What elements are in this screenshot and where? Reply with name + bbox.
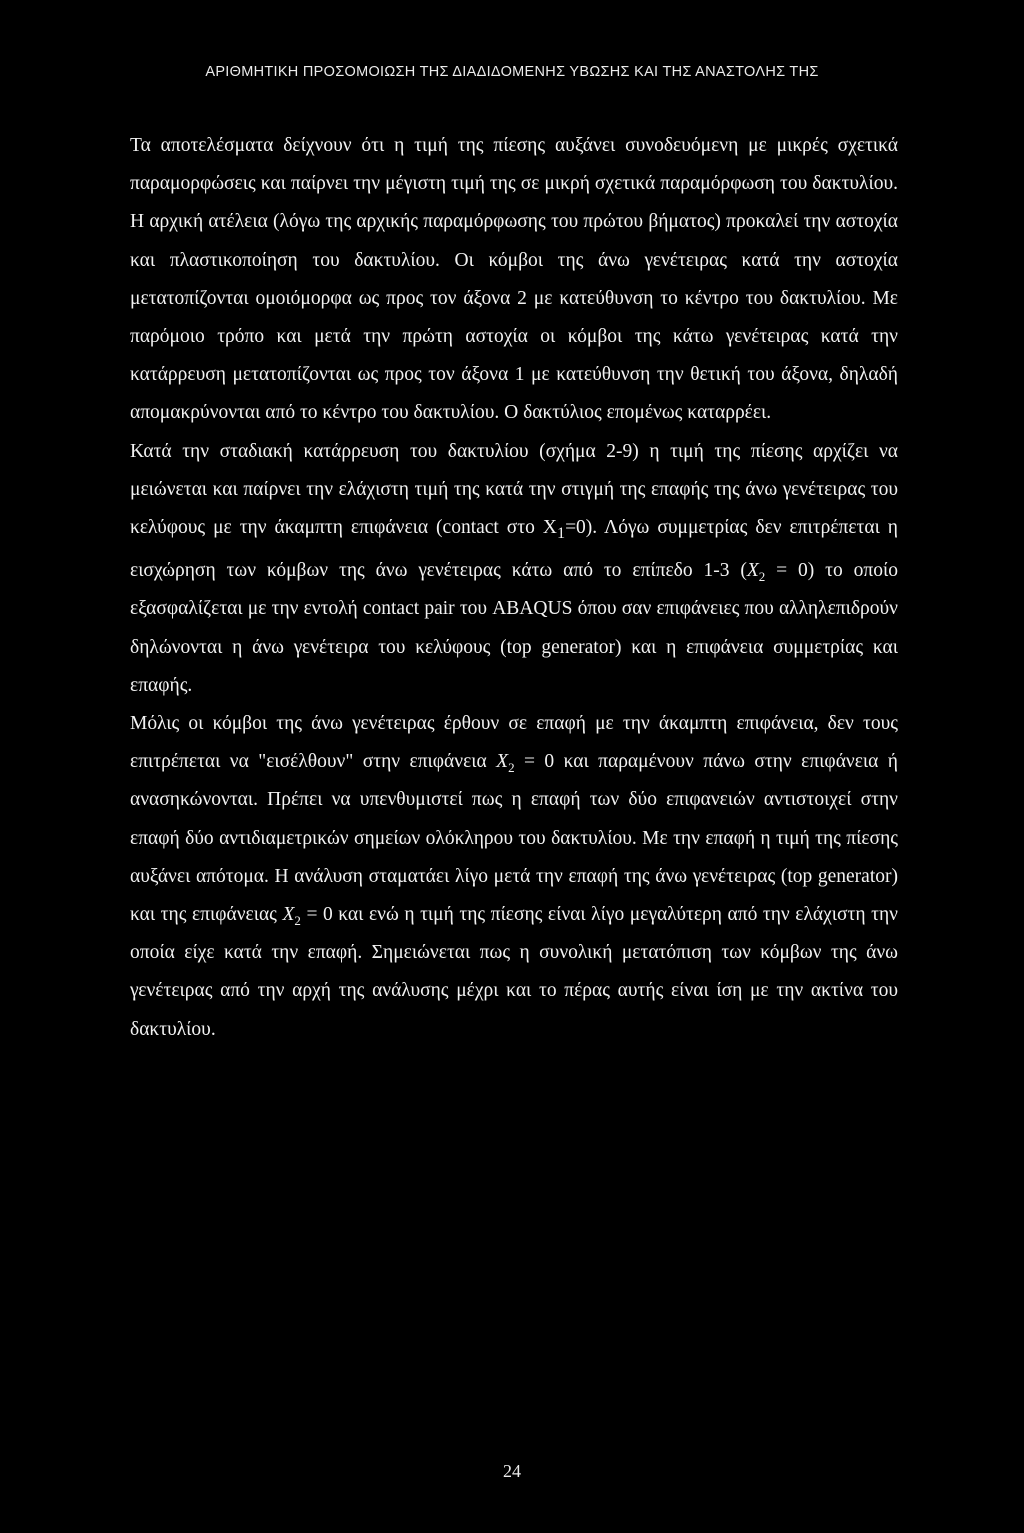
math-x2-equals-zero: $X_2 = 0$ — [746, 560, 808, 585]
paragraph-collapse-text-2: =0). Λόγω συμμετρίας δεν επιτρέπεται η εισχώρηση των κόμβων της άνω γενέτειρας κάτω από το επίπεδο 1-3 ( — [130, 517, 898, 582]
paragraph-contact-text-3: και ενώ η τιμή της πίεσης είναι λίγο μεγαλύτερη από την ελάχιστη την οποία είχε κατά την επαφή. Σημειώνεται πως η συνολική μετατόπιση των κόμβων της άνω γενέτειρας από την αρχή της ανάλυσης μέχρι και το πέρας αυτής είναι ίση με την ακτίνα του δακτυλίου. — [130, 903, 898, 1040]
math-x2-equals-zero: $X_2 = 0$ — [496, 751, 555, 776]
paragraph-contact-text-2: και παραμένουν πάνω στην επιφάνεια ή ανασηκώνονται. Πρέπει να υπενθυμιστεί πως η επαφή των δύο επιφανειών αντιστοιχεί στην επαφή δύο αντιδιαμετρικών σημείων ολόκληρου του δακτυλίου. Με την επαφή η τιμή της πίεσης αυξάνει απότομα. Η ανάλυση σταματάει λίγο μετά την επαφή της άνω γενέτειρας (top generator) και της επιφάνειας — [130, 751, 898, 925]
page-number: 24 — [503, 1461, 521, 1481]
running-header: ΑΡΙΘΜΗΤΙΚΗ ΠΡΟΣΟΜΟΙΩΣΗ ΤΗΣ ΔΙΑΔΙΔΟΜΕΝΗΣ ΥΒΩΣΗΣ ΚΑΙ ΤΗΣ ΑΝΑΣΤΟΛΗΣ ΤΗΣ — [205, 64, 819, 80]
body-text — [130, 127, 898, 1049]
paragraph-collapse-text-1: Κατά την σταδιακή κατάρρευση του δακτυλίου (σχήμα 2-9) η τιμή της πίεσης αρχίζει να μειώνεται και παίρνει την ελάχιστη τιμή της κατά την στιγμή της επαφής της άνω γενέτειρας του κελύφους με την άκαμπτη επιφάνεια (contact στο X — [130, 440, 898, 539]
paragraph-contact-text-1: Μόλις οι κόμβοι της άνω γενέτειρας έρθουν σε επαφή με την άκαμπτη επιφάνεια, δεν τους επιτρέπεται να "εισέλθουν" στην επιφάνεια — [130, 712, 898, 773]
math-x2-equals-zero: $X_2 = 0$ — [282, 903, 333, 928]
paragraph-collapse — [130, 433, 898, 705]
paragraph-collapse-text-3: ) το οποίο εξασφαλίζεται με την εντολή contact pair του ABAQUS όπου σαν επιφάνειες που αλληλεπιδρούν δηλώνονται η άνω γενέτειρα του κελύφους (top generator) και η επιφάνεια συμμετρίας και επαφής. — [130, 560, 899, 696]
subscript-x1: 1 — [556, 523, 566, 542]
paragraph-contact — [130, 705, 898, 1049]
paragraph-results: Τα αποτελέσματα δείχνουν ότι η τιμή της πίεσης αυξάνει συνοδευόμενη με μικρές σχετικά παραμορφώσεις και παίρνει την μέγιστη τιμή της σε μικρή σχετικά παραμόρφωση του δακτυλίου. Η αρχική ατέλεια (λόγω της αρχικής παραμόρφωσης του πρώτου βήματος) προκαλεί την αστοχία και πλαστικοποίηση του δακτυλίου. Οι κόμβοι της άνω γενέτειρας κατά την αστοχία μετατοπίζονται ομοιόμορφα ως προς τον άξονα 2 με κατεύθυνση το κέντρο του δακτυλίου. Με παρόμοιο τρόπο και μετά την πρώτη αστοχία οι κόμβοι της κάτω γενέτειρας κατά την κατάρρευση μετατοπίζονται ως προς τον άξονα 1 με κατεύθυνση την θετική του άξονα, δηλαδή απομακρύνονται από το κέντρο του δακτυλίου. Ο δακτύλιος επομένως καταρρέει. — [130, 135, 898, 424]
